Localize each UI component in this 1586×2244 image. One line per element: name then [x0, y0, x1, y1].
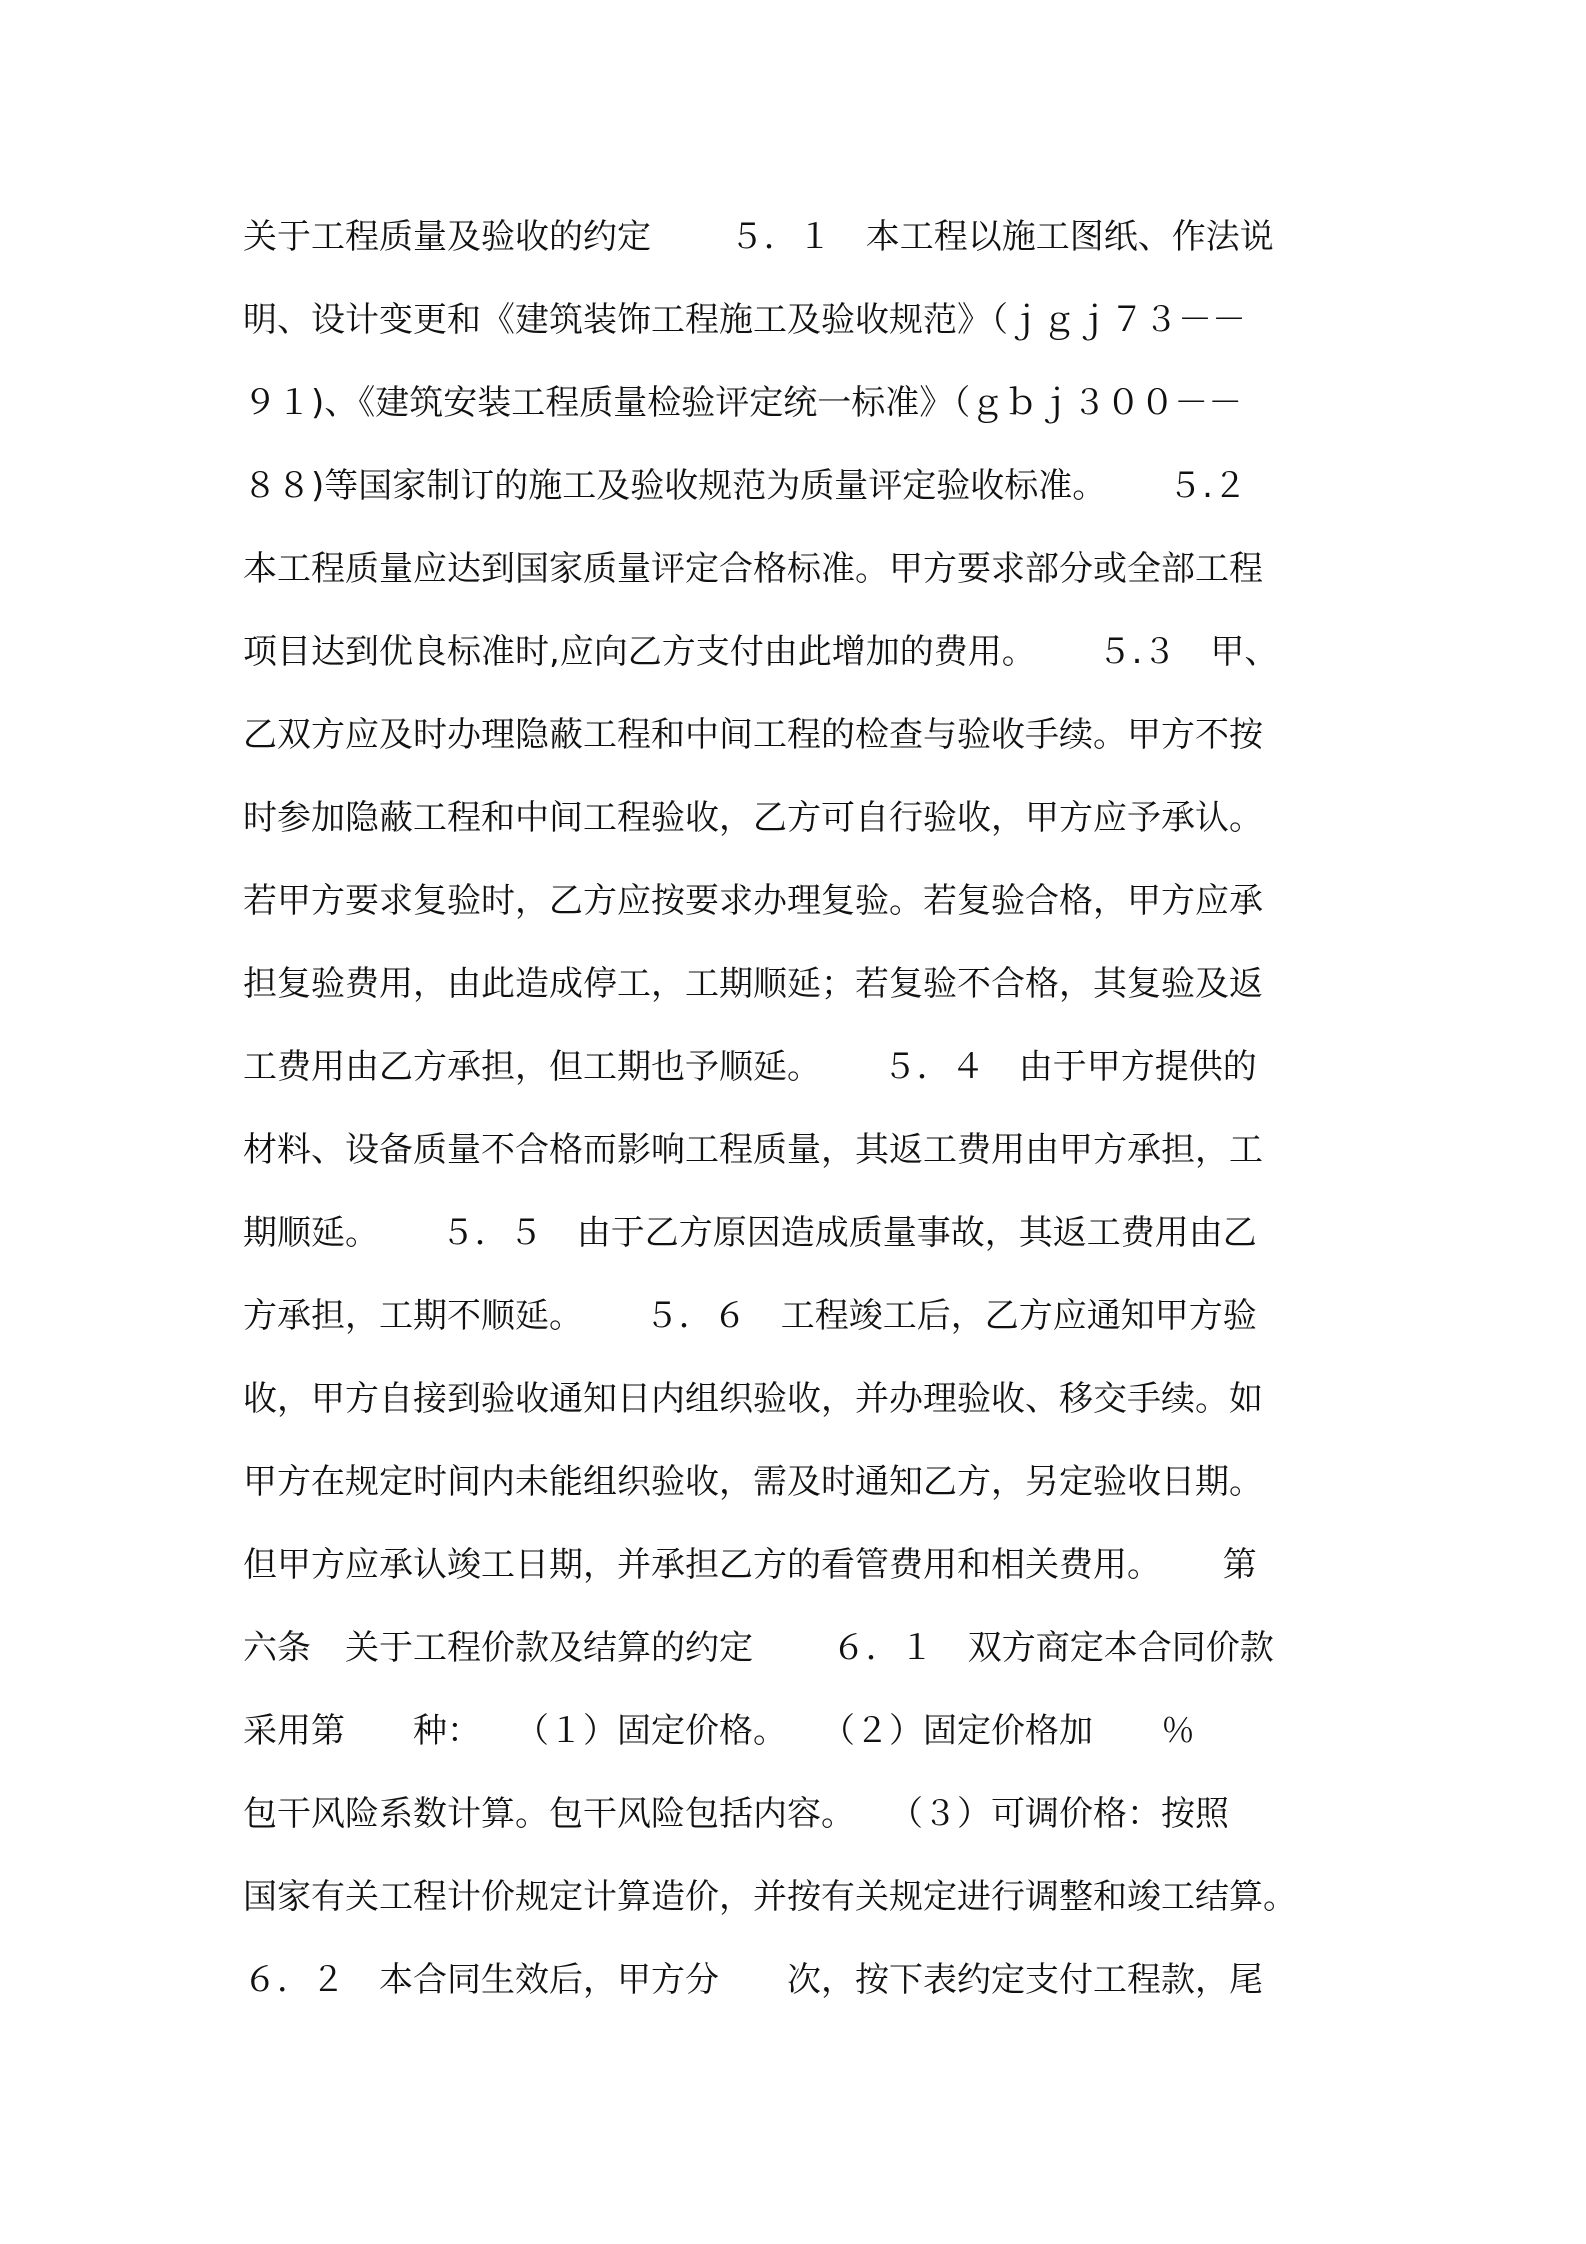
text-line: 材料、设备质量不合格而影响工程质量，其返工费用由甲方承担，工	[243, 1130, 1263, 1170]
text-line: 但甲方应承认竣工日期，并承担乙方的看管费用和相关费用。 第	[243, 1545, 1257, 1585]
text-line: 本工程质量应达到国家质量评定合格标准。甲方要求部分或全部工程	[243, 549, 1263, 589]
text-line: 甲方在规定时间内未能组织验收，需及时通知乙方，另定验收日期。	[243, 1462, 1263, 1502]
text-line: 项目达到优良标准时,应向乙方支付由此增加的费用。 ５.３ 甲、	[243, 632, 1279, 672]
text-line: 收，甲方自接到验收通知日内组织验收，并办理验收、移交手续。如	[243, 1379, 1263, 1419]
contract-text	[243, 196, 1383, 2022]
text-line: 六条 关于工程价款及结算的约定 ６．１ 双方商定本合同价款	[243, 1628, 1274, 1668]
text-line: 关于工程质量及验收的约定 ５．１ 本工程以施工图纸、作法说	[243, 217, 1274, 257]
text-line: 乙双方应及时办理隐蔽工程和中间工程的检查与验收手续。甲方不按	[243, 715, 1263, 755]
text-line: 担复验费用，由此造成停工，工期顺延；若复验不合格，其复验及返	[243, 964, 1263, 1004]
text-line: 包干风险系数计算。包干风险包括内容。 （３）可调价格：按照	[243, 1794, 1229, 1834]
text-line: 采用第 种： （１）固定价格。 （２）固定价格加 ％	[243, 1711, 1195, 1751]
text-line: 明、设计变更和《建筑装饰工程施工及验收规范》（ｊｇｊ７３－－	[243, 300, 1246, 340]
text-line: 时参加隐蔽工程和中间工程验收，乙方可自行验收，甲方应予承认。	[243, 798, 1263, 838]
text-line: 期顺延。 ５．５ 由于乙方原因造成质量事故，其返工费用由乙	[243, 1213, 1257, 1253]
text-line: 国家有关工程计价规定计算造价，并按有关规定进行调整和竣工结算。	[243, 1877, 1297, 1917]
text-line: 若甲方要求复验时，乙方应按要求办理复验。若复验合格，甲方应承	[243, 881, 1263, 921]
text-line: 方承担，工期不顺延。 ５．６ 工程竣工后，乙方应通知甲方验	[243, 1296, 1257, 1336]
text-line: ８８)等国家制订的施工及验收规范为质量评定验收标准。 ５.２	[243, 466, 1247, 506]
text-line: ６．２ 本合同生效后，甲方分 次，按下表约定支付工程款，尾	[243, 1960, 1263, 2000]
text-line: ９１)、《建筑安装工程质量检验评定统一标准》（ｇｂｊ３００－－	[243, 383, 1243, 423]
text-line: 工费用由乙方承担，但工期也予顺延。 ５．４ 由于甲方提供的	[243, 1047, 1257, 1087]
